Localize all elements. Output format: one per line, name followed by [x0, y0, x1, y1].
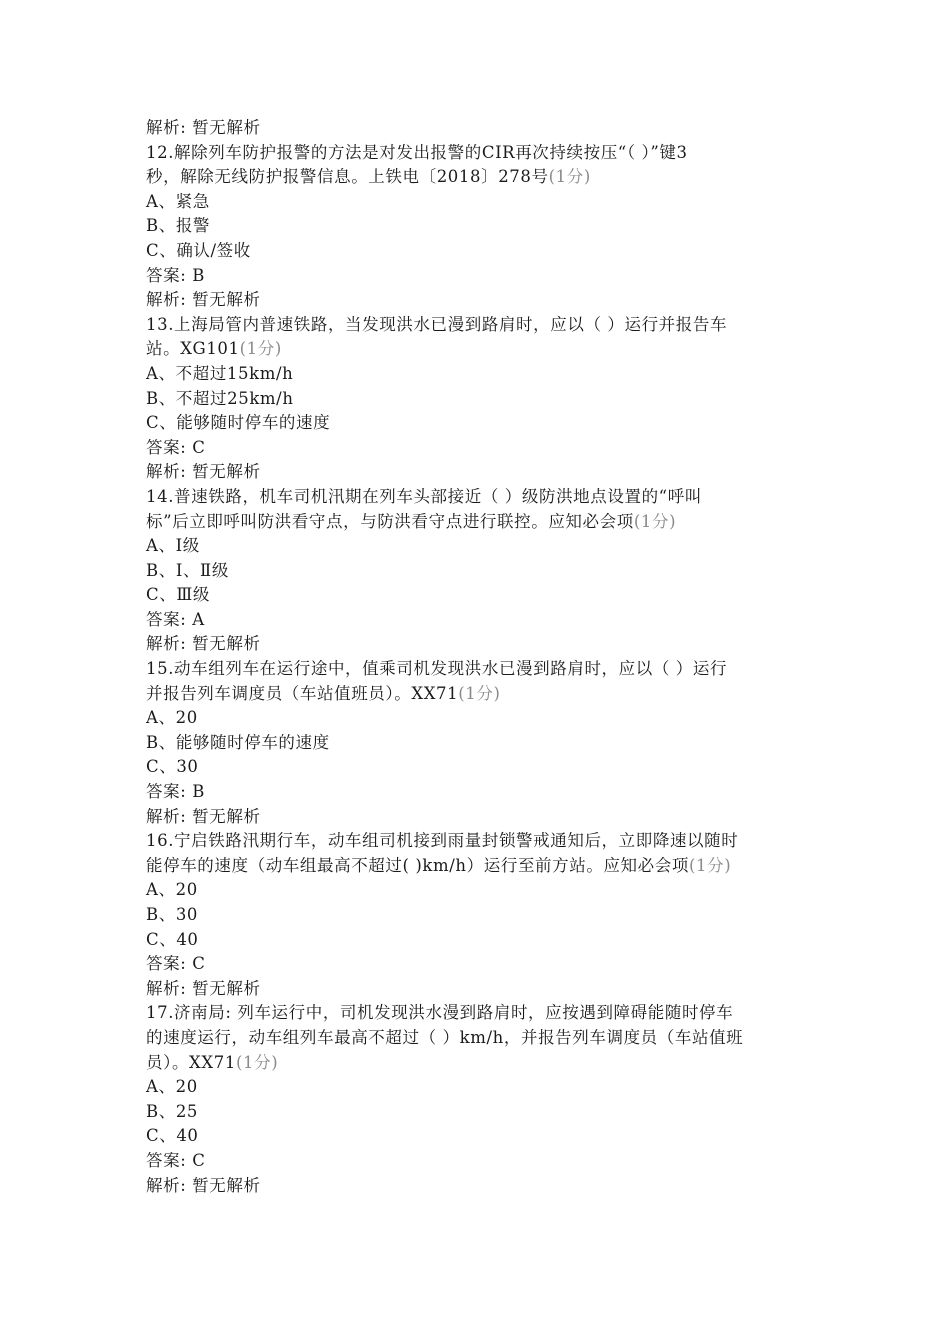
text-line	[146, 780, 826, 805]
score-label: (1分)	[688, 855, 732, 875]
text-line	[146, 1124, 826, 1149]
text-line	[146, 829, 826, 854]
line-text: A、Ⅰ级	[146, 536, 200, 556]
text-line	[146, 1051, 826, 1076]
line-text: 解析: 暂无解析	[146, 634, 261, 654]
text-line	[146, 411, 826, 436]
score-label: (1分)	[458, 683, 501, 703]
line-text: A、不超过15km/h	[146, 363, 294, 383]
line-text: 的速度运行，动车组列车最高不超过（ ）km/h，并报告列车调度员（车站值班	[146, 1027, 744, 1047]
line-text: A、20	[146, 880, 198, 900]
text-line	[146, 1174, 826, 1199]
score-label: (1分)	[633, 511, 677, 531]
line-text: 16.宁启铁路汛期行车，动车组司机接到雨量封锁警戒通知后，立即降速以随时	[146, 831, 739, 851]
line-text: 能停车的速度（动车组最高不超过( )km/h）运行至前方站。应知必会项	[146, 855, 689, 875]
score-label: (1分)	[548, 167, 591, 187]
text-line	[146, 608, 826, 633]
text-line	[146, 928, 826, 953]
text-line	[146, 854, 826, 879]
line-text: C、能够随时停车的速度	[146, 413, 331, 433]
line-text: C、40	[146, 929, 199, 949]
line-text: 解析: 暂无解析	[146, 1175, 261, 1195]
text-line	[146, 460, 826, 485]
text-line	[146, 165, 826, 190]
line-text: 秒，解除无线防护报警信息。上铁电〔2018〕278号	[146, 167, 549, 187]
line-text: 答案: B	[146, 265, 205, 285]
line-text: B、Ⅰ、Ⅱ级	[146, 560, 229, 580]
text-line	[146, 1075, 826, 1100]
text-line	[146, 214, 826, 239]
line-text: 答案: C	[146, 954, 206, 974]
text-line	[146, 510, 826, 535]
line-text: 并报告列车调度员（车站值班员）。XX71	[146, 683, 459, 703]
line-text: 员）。XX71	[146, 1052, 236, 1072]
line-text: B、不超过25km/h	[146, 388, 294, 408]
line-text: 17.济南局: 列车运行中，司机发现洪水漫到路肩时，应按遇到障碍能随时停车	[146, 1003, 734, 1023]
text-line	[146, 706, 826, 731]
line-text: B、报警	[146, 216, 211, 236]
line-text: 答案: C	[146, 437, 206, 457]
text-line	[146, 1100, 826, 1125]
text-line	[146, 190, 826, 215]
line-text: C、40	[146, 1126, 199, 1146]
text-line	[146, 436, 826, 461]
text-line	[146, 485, 826, 510]
text-line	[146, 239, 826, 264]
score-label: (1分)	[239, 339, 282, 359]
text-line	[146, 1026, 826, 1051]
text-line	[146, 657, 826, 682]
line-text: 解析: 暂无解析	[146, 806, 261, 826]
text-line	[146, 264, 826, 289]
text-line	[146, 288, 826, 313]
line-text: B、能够随时停车的速度	[146, 732, 330, 752]
line-text: 12.解除列车防护报警的方法是对发出报警的CIR再次持续按压“（ ）”键3	[146, 142, 688, 162]
text-line	[146, 583, 826, 608]
text-line	[146, 141, 826, 166]
text-line	[146, 977, 826, 1002]
line-text: 答案: B	[146, 782, 205, 802]
text-line	[146, 682, 826, 707]
line-text: 解析: 暂无解析	[146, 290, 261, 310]
text-line	[146, 1149, 826, 1174]
text-line	[146, 313, 826, 338]
text-line	[146, 755, 826, 780]
text-line	[146, 952, 826, 977]
line-text: 站。XG101	[146, 339, 240, 359]
line-text: B、30	[146, 905, 199, 924]
line-text: A、20	[146, 708, 198, 728]
text-line	[146, 805, 826, 830]
line-text: C、确认/签收	[146, 240, 251, 260]
line-text: 解析: 暂无解析	[146, 118, 261, 137]
line-text: A、20	[146, 1077, 198, 1097]
score-label: (1分)	[235, 1052, 279, 1072]
line-text: A、紧急	[146, 191, 210, 211]
text-line	[146, 362, 826, 387]
line-text: 13.上海局管内普速铁路，当发现洪水已漫到路肩时，应以（ ）运行并报告车	[146, 314, 728, 334]
document-body	[146, 116, 826, 1198]
line-text: 15.动车组列车在运行途中，值乘司机发现洪水已漫到路肩时，应以（ ）运行	[146, 659, 728, 679]
line-text: 标”后立即呼叫防洪看守点，与防洪看守点进行联控。应知必会项	[146, 511, 634, 531]
text-line	[146, 116, 826, 141]
text-line	[146, 878, 826, 903]
line-text: 答案: C	[146, 1150, 206, 1170]
line-text: 解析: 暂无解析	[146, 978, 261, 998]
line-text: C、Ⅲ级	[146, 585, 210, 605]
text-line	[146, 903, 826, 928]
line-text: C、30	[146, 757, 199, 777]
line-text: 14.普速铁路，机车司机汛期在列车头部接近（ ）级防洪地点设置的“呼叫	[146, 486, 702, 506]
text-line	[146, 1001, 826, 1026]
text-line	[146, 559, 826, 584]
line-text: B、25	[146, 1101, 199, 1121]
text-line	[146, 534, 826, 559]
text-line	[146, 387, 826, 412]
line-text: 解析: 暂无解析	[146, 462, 261, 482]
line-text: 答案: A	[146, 609, 205, 629]
text-line	[146, 632, 826, 657]
text-line	[146, 337, 826, 362]
text-line	[146, 731, 826, 756]
